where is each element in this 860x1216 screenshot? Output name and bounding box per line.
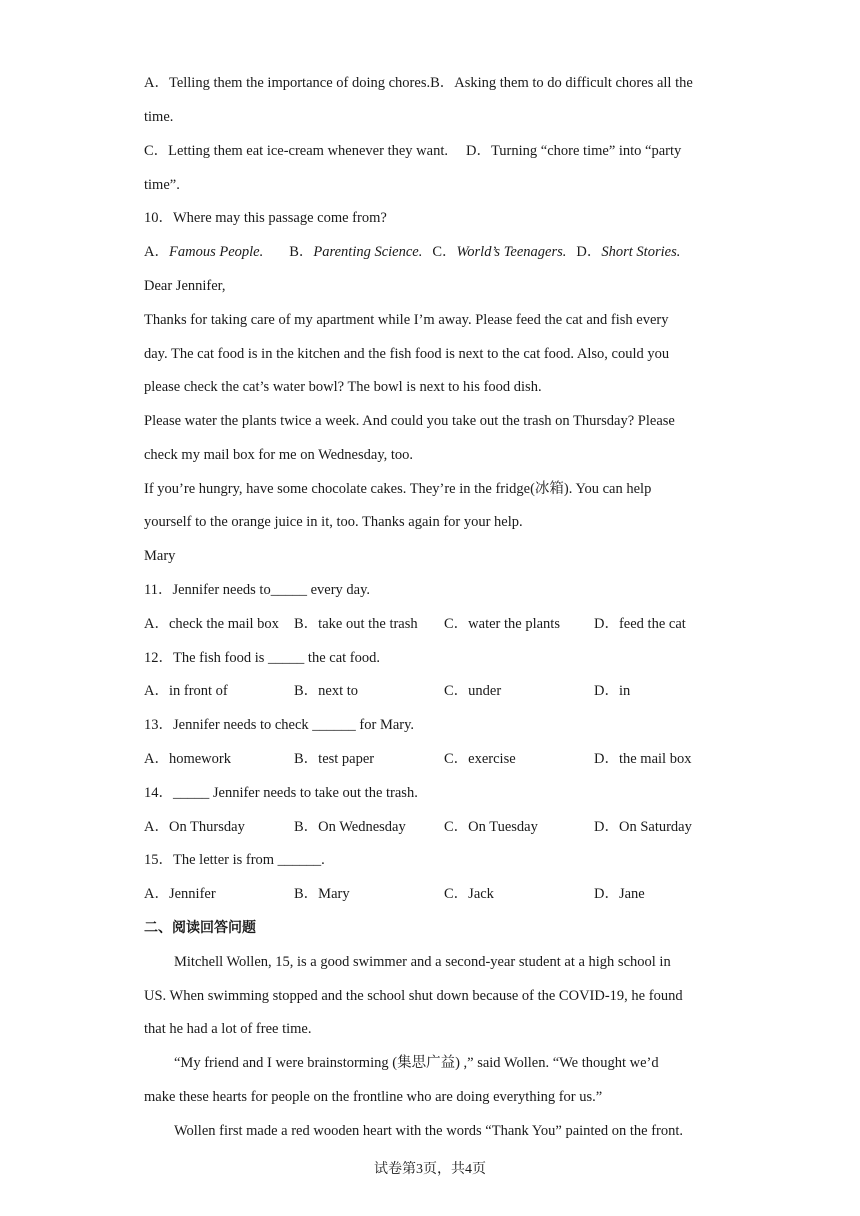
passage-line: that he had a lot of free time. <box>144 1021 312 1037</box>
letter-signature: Mary <box>144 548 176 564</box>
q12-option-a: A．in front of <box>144 683 228 699</box>
q14-option-d: D．On Saturday <box>594 819 692 835</box>
letter-line: yourself to the orange juice in it, too. Thanks again for your help. <box>144 514 523 530</box>
q15-option-c: C．Jack <box>444 886 494 902</box>
q12-option-c: C．under <box>444 683 502 699</box>
q13-option-b: B．test paper <box>294 751 375 767</box>
q10-option-a-letter: A． <box>144 244 169 260</box>
q9-option-d: D．Turning “chore time” into “party <box>465 143 682 159</box>
q10-option-c: World’s Teenagers. <box>456 244 567 260</box>
q15-option-d: D．Jane <box>594 886 645 902</box>
passage-line: “My friend and I were brainstorming (集思广益) ,” said Wollen. “We thought we’d <box>174 1055 659 1071</box>
letter-salutation: Dear Jennifer, <box>144 278 226 294</box>
q11-option-d: D．feed the cat <box>594 616 686 632</box>
q10-option-b: Parenting Science. <box>313 244 423 260</box>
q11-option-a: A．check the mail box <box>144 616 279 632</box>
letter-line: please check the cat’s water bowl? The bowl is next to his food dish. <box>144 379 542 395</box>
q12-stem: 12．The fish food is _____ the cat food. <box>144 650 380 666</box>
q15-stem: 15．The letter is from ______. <box>144 852 325 868</box>
letter-line: day. The cat food is in the kitchen and the fish food is next to the cat food. Also, could you <box>144 346 670 362</box>
q14-option-a: A．On Thursday <box>144 819 245 835</box>
q10-option-a: Famous People. <box>168 244 264 260</box>
q11-stem: 11．Jennifer needs to_____ every day. <box>144 582 371 598</box>
q14-option-c: C．On Tuesday <box>444 819 538 835</box>
q13-option-c: C．exercise <box>444 751 516 767</box>
passage-line: Mitchell Wollen, 15, is a good swimmer and a second-year student at a high school in <box>174 954 671 970</box>
passage-line: Wollen first made a red wooden heart with the words “Thank You” painted on the front. <box>174 1123 684 1139</box>
q14-option-b: B．On Wednesday <box>294 819 406 835</box>
passage-line: make these hearts for people on the frontline who are doing everything for us.” <box>144 1089 603 1105</box>
q9-option-d-continued: time”. <box>144 177 180 193</box>
q13-stem: 13．Jennifer needs to check ______ for Mary. <box>144 717 415 733</box>
q9-option-a: A．Telling them the importance of doing chores. <box>144 75 431 91</box>
q11-option-c: C．water the plants <box>444 616 560 632</box>
section-heading: 二、阅读回答问题 <box>144 920 256 936</box>
q10-stem: 10．Where may this passage come from? <box>144 210 387 226</box>
q15-option-a: A．Jennifer <box>144 886 216 902</box>
q10-option-b-letter: B． <box>289 244 314 260</box>
q10-options <box>144 242 680 262</box>
q15-option-b: B．Mary <box>294 886 350 902</box>
q9-option-c: C．Letting them eat ice-cream whenever they want. <box>144 143 448 159</box>
q10-option-d-letter: D． <box>576 244 602 260</box>
letter-line: Thanks for taking care of my apartment while I’m away. Please feed the cat and fish every <box>144 312 669 328</box>
passage-line: US. When swimming stopped and the school shut down because of the COVID-19, he found <box>144 988 683 1004</box>
q13-option-d: D．the mail box <box>594 751 692 767</box>
q9-options-line-1 <box>144 73 693 93</box>
q9-option-b: B．Asking them to do difficult chores all the <box>430 75 693 91</box>
q11-option-b: B．take out the trash <box>294 616 418 632</box>
q9-option-b-continued: time. <box>144 109 174 125</box>
q12-option-d: D．in <box>594 683 631 699</box>
q12-option-b: B．next to <box>294 683 359 699</box>
letter-line: Please water the plants twice a week. And could you take out the trash on Thursday? Please <box>144 413 675 429</box>
letter-line: If you’re hungry, have some chocolate cakes. They’re in the fridge(冰箱). You can help <box>144 481 652 497</box>
page-footer: 试卷第3页，共4页 <box>374 1162 486 1177</box>
q14-stem: 14．_____ Jennifer needs to take out the trash. <box>144 785 418 801</box>
q10-option-d: Short Stories. <box>601 244 681 260</box>
letter-line: check my mail box for me on Wednesday, too. <box>144 447 414 463</box>
q9-options-line-2 <box>144 141 681 161</box>
q10-option-c-letter: C． <box>432 244 457 260</box>
q13-option-a: A．homework <box>144 751 231 767</box>
